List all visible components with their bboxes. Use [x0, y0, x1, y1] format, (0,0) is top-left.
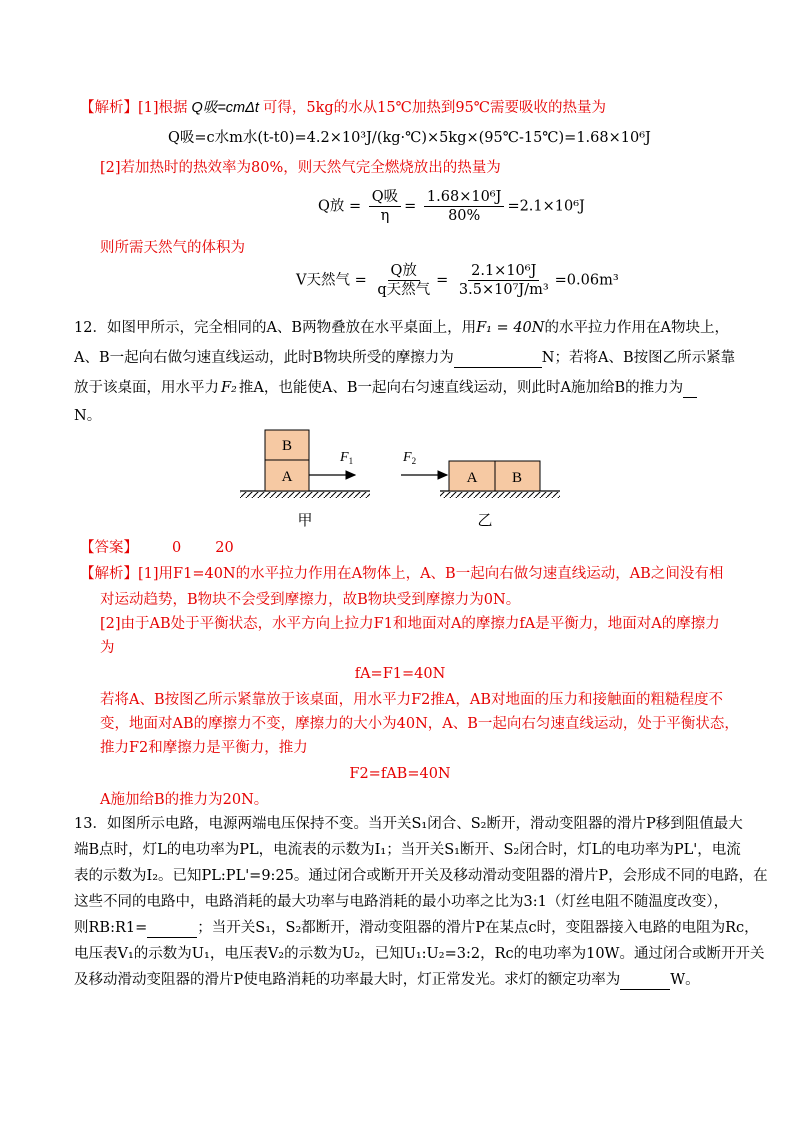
- answer-value-1: 0: [172, 540, 182, 556]
- question-13-line-2: 端B点时，灯L的电功率为PL，电流表的示数为I₁；当开关S₁断开、S₂闭合时，灯L的电功率为PL'，电流: [74, 842, 741, 858]
- solution-11-line-3: [2]若加热时的热效率为80%，则天然气完全燃烧放出的热量为: [100, 160, 501, 176]
- question-13-line-7: 及移动滑动变阻器的滑片P使电路消耗的功率最大时，灯正常发光。求灯的额定功率为 W。: [74, 972, 700, 988]
- force-f1-label: $F_1$: [340, 450, 354, 466]
- force-f2-label: F₂: [221, 380, 237, 396]
- solution-12-line-7: 推力F2和摩擦力是平衡力，推力: [100, 740, 308, 756]
- block-a-bottom-label: A: [281, 469, 293, 485]
- ground-hatch-left: [240, 492, 370, 498]
- block-b-stacked-label: B: [281, 438, 293, 454]
- answer-value-2: 20: [215, 540, 234, 556]
- solution-11-line-1: 【解析】[1]根据 Q吸=cmΔt 可得，5kg的水从15℃加热到95℃需要吸收的热量为: [80, 100, 607, 116]
- answer-blank-2: [683, 381, 697, 398]
- question-13-line-6: 电压表V₁的示数为U₁，电压表V₂的示数为U₂，已知U₁:U₂=3:2，Rc的电功率为10W。通过闭合或断开开关: [74, 946, 765, 962]
- solution-11-line-4: 则所需天然气的体积为: [100, 240, 245, 256]
- fraction-q-over-q: $\frac{\text{Q放}}{\text{q天然气}}$: [377, 263, 431, 298]
- question-13-line-5: 则RB:R1= ；当开关S₁，S₂都断开，滑动变阻器的滑片P在某点c时，变阻器接入电路的电阻为Rc，: [74, 920, 759, 936]
- question-13-line-3: 表的示数为I₂。已知PL:PL'=9:25。通过闭合或断开开关及移动滑动变阻器的滑片P，会形成不同的电路，在: [74, 868, 768, 884]
- question-13-line-4: 这些不同的电路中，电路消耗的最大功率与电路消耗的最小功率之比为3:1（灯丝电阻不随温度改变），: [74, 894, 729, 910]
- solution-12-line-5: 若将A、B按图乙所示紧靠放于该桌面，用水平力F2推A，AB对地面的压力和接触面的粗糙程度不: [100, 692, 724, 708]
- solution-12-line-8: A施加给B的推力为20N。: [100, 792, 269, 808]
- force-diagram: [235, 425, 565, 533]
- solution-12-line-4: 为: [100, 640, 115, 656]
- block-a-side-label: A: [466, 470, 478, 486]
- solution-12-line-2: 对运动趋势，B物块不会受到摩擦力，故B物块受到摩擦力为0N。: [100, 592, 521, 608]
- fraction-q-over-eta: $\frac{\text{Q吸}}{\eta}$: [369, 188, 401, 225]
- question-12-line-4: N。: [74, 408, 102, 424]
- solution-11-equation-volume: V天然气 = $\frac{\text{Q放}}{\text{q天然气}}$ = $\frac{\text{2.1×10⁶J}}{\text{3.5×10⁷J/m³}}$ =0.06m³: [296, 263, 619, 298]
- question-13-line-1: 13．如图所示电路，电源两端电压保持不变。当开关S₁闭合、S₂断开，滑动变阻器的滑片P移到阻值最大: [74, 816, 743, 832]
- force-f1-value: F₁ = 40N: [476, 320, 545, 336]
- solution-12-line-3: [2]由于AB处于平衡状态，水平方向上拉力F1和地面对A的摩擦力fA是平衡力，地面对A的摩擦力: [100, 616, 720, 632]
- force-f2-diagram-label: $F_2$: [403, 450, 417, 466]
- answer-blank-1: [454, 351, 542, 368]
- solution-11-equation-release: Q放 = $\frac{\text{Q吸}}{\eta}$ = $\frac{\text{1.68×10⁶J}}{80\%}$ =2.1×10⁶J: [318, 189, 585, 224]
- equation-f2: F2=fAB=40N: [349, 766, 451, 782]
- question-12-line-2: A、B一起向右做匀速直线运动，此时B物块所受的摩擦力为 N；若将A、B按图乙所示紧靠: [74, 350, 736, 366]
- solution-11-equation-heat: Q吸=c水m水(t-t0)=4.2×10³J/(kg·℃)×5kg×(95℃-15℃)=1.68×10⁶J: [168, 130, 651, 146]
- answer-blank-3: [147, 921, 197, 938]
- question-12-line-3: 放于该桌面，用水平力 F₂ 推A，也能使A、B一起向右匀速直线运动，则此时A施加给B的推力为: [74, 378, 697, 398]
- analysis-label: 【解析】[1]根据: [80, 100, 188, 116]
- question-12-line-1: 12．如图甲所示，完全相同的A、B两物叠放在水平桌面上，用F₁ = 40N的水平拉力作用在A物块上，: [74, 320, 729, 336]
- answer-12: [80, 538, 234, 558]
- equation-fa: fA=F1=40N: [354, 666, 446, 682]
- fraction-volume-value: $\frac{\text{2.1×10⁶J}}{\text{3.5×10⁷J/m³}}$: [458, 263, 549, 298]
- formula-heat: Q吸=cmΔt: [191, 100, 259, 116]
- fraction-value: $\frac{\text{1.68×10⁶J}}{80\%}$: [424, 188, 505, 225]
- caption-jia: 甲: [297, 513, 313, 529]
- block-b-side-label: B: [511, 470, 523, 486]
- answer-label: 【答案】: [80, 540, 138, 556]
- solution-12-line-1: 【解析】[1]用F1=40N的水平拉力作用在A物体上，A、B一起向右做匀速直线运动，AB之间没有相: [80, 566, 724, 582]
- caption-yi: 乙: [477, 513, 493, 529]
- solution-12-line-6: 变，地面对AB的摩擦力不变，摩擦力的大小为40N，A、B一起向右匀速直线运动，处于平衡状态，: [100, 716, 739, 732]
- answer-blank-4: [620, 973, 670, 990]
- ground-hatch-right: [440, 492, 560, 498]
